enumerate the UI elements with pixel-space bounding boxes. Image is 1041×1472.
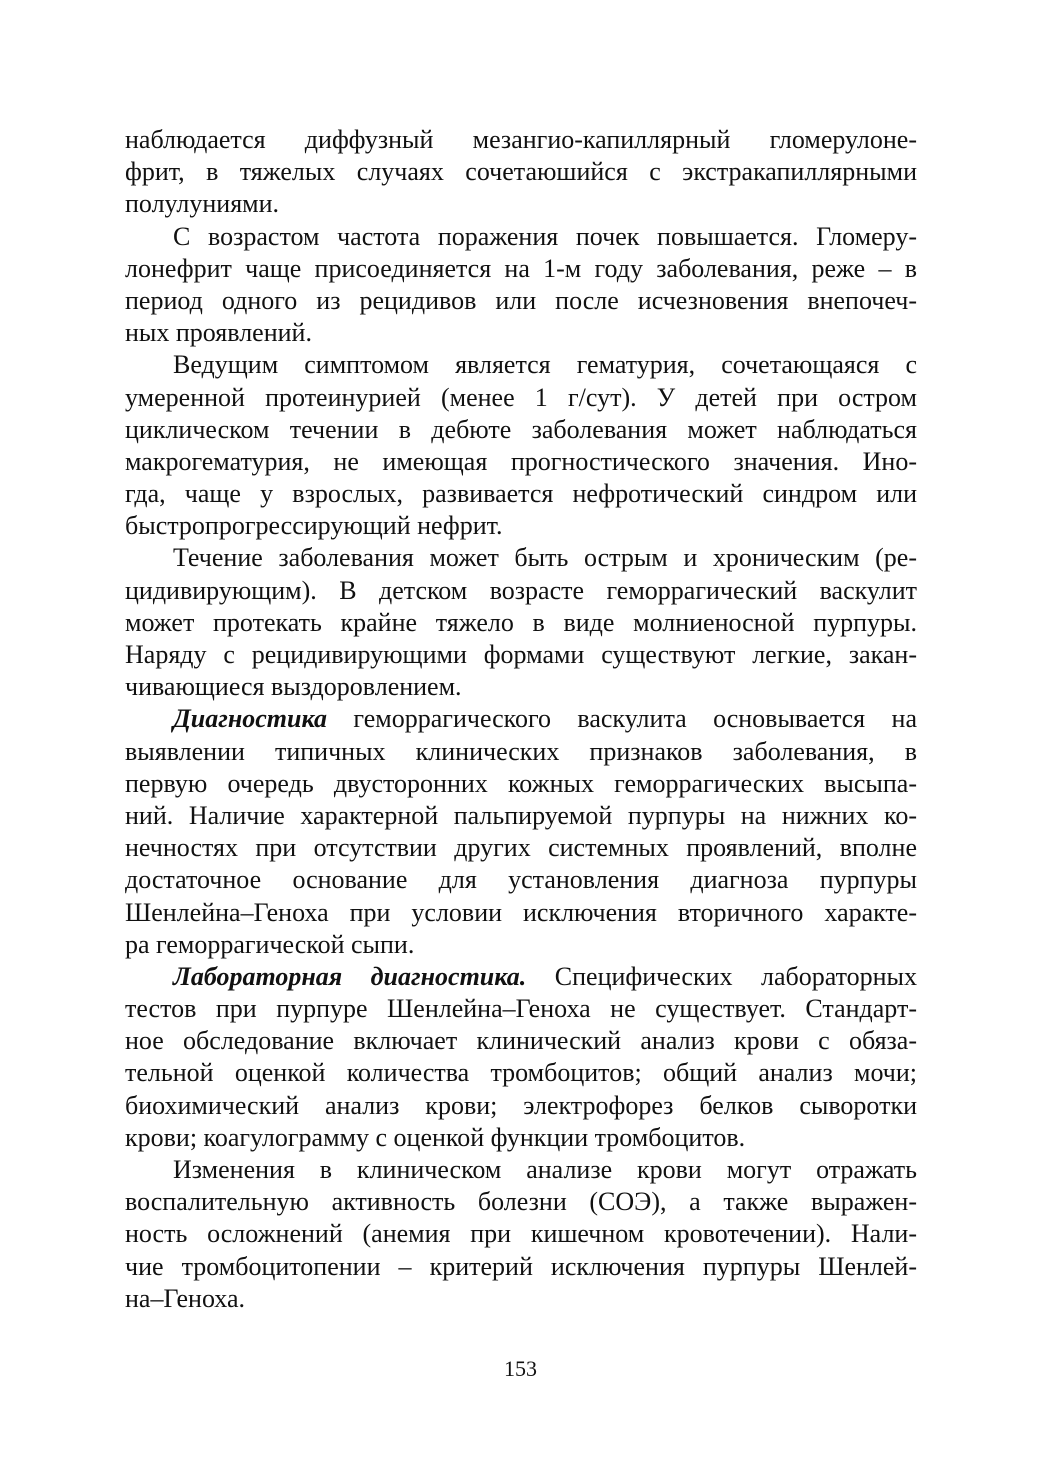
text-line: тестов при пурпуре Шенлейна–Геноха не существует. Стандарт-: [125, 994, 917, 1024]
paragraph-2: [125, 221, 917, 350]
paragraph-3: [125, 349, 917, 542]
text-line: период одного из рецидивов или после исчезновения внепочеч-: [125, 285, 917, 315]
text-line: Течение заболевания может быть острым и хроническим (ре-: [173, 543, 917, 573]
text-line: фрит, в тяжелых случаях сочетаюшийся с экстракапиллярными: [125, 157, 917, 187]
text-line: крови; коагулограмму с оценкой функции тромбоцитов.: [125, 1122, 746, 1152]
page-body: [125, 124, 917, 1315]
text-line: Ведущим симптомом является гематурия, сочетающаяся с: [173, 350, 917, 380]
paragraph-7: [125, 1154, 917, 1315]
section-heading-diagnostics: Диагностика: [173, 704, 328, 734]
text-line: ний. Наличие характерной пальпируемой пурпуры на нижних ко-: [125, 800, 917, 830]
text-line: быстропрогрессирующий нефрит.: [125, 511, 503, 541]
paragraph-diagnostics: [125, 703, 917, 961]
text-line: ное обследование включает клинический анализ крови с обяза-: [125, 1026, 917, 1056]
text-line: ра геморрагической сыпи.: [125, 929, 415, 959]
text-line: ных проявлений.: [125, 318, 312, 348]
text-line: чивающиеся выздоровлением.: [125, 672, 462, 702]
text-line: тельной оценкой количества тромбоцитов; общий анализ мочи;: [125, 1058, 917, 1088]
text-line: биохимический анализ крови; электрофорез белков сыворотки: [125, 1090, 917, 1120]
text-line: воспалительную активность болезни (СОЭ), а также выражен-: [125, 1187, 917, 1217]
text-line: на–Геноха.: [125, 1283, 246, 1313]
text-line: циклическом течении в дебюте заболевания может наблюдаться: [125, 414, 917, 444]
paragraph-1: [125, 124, 917, 221]
text-line: лонефрит чаще присоединяется на 1-м году заболевания, реже – в: [125, 253, 917, 283]
text-line: нечностях при отсутствии других системных проявлений, вполне: [125, 833, 917, 863]
text-line: выявлении типичных клинических признаков заболевания, в: [125, 736, 917, 766]
text-line: умеренной протеинурией (менее 1 г/сут). У детей при остром: [125, 382, 917, 412]
text-line: может протекать крайне тяжело в виде молниеносной пурпуры.: [125, 607, 917, 637]
text-line: первую очередь двусторонних кожных геморрагических высыпа-: [125, 768, 917, 798]
text-line: Изменения в клиническом анализе крови могут отражать: [173, 1155, 917, 1184]
section-heading-lab-diagnostics: Лабораторная диагностика.: [173, 961, 527, 991]
text-line: полулуниями.: [125, 189, 280, 219]
text-fragment: геморрагического васкулита основывается на: [327, 704, 917, 734]
text-line: ность осложнений (анемия при кишечном кровотечении). Нали-: [125, 1219, 917, 1249]
paragraph-4: [125, 542, 917, 703]
text-line: [125, 703, 917, 735]
text-line: гда, чаще у взрослых, развивается нефротический синдром или: [125, 479, 917, 509]
text-line: достаточное основание для установления диагноза пурпуры: [125, 865, 917, 895]
text-line: макрогематурия, не имеющая прогностического значения. Ино-: [125, 446, 917, 476]
page-number: 153: [504, 1356, 537, 1381]
text-fragment: Специфических лабораторных: [526, 961, 917, 991]
paragraph-lab-diagnostics: [125, 961, 917, 1154]
text-line: Шенлейна–Геноха при условии исключения вторичного характе-: [125, 897, 917, 927]
text-line: [125, 961, 917, 993]
text-line: чие тромбоцитопении – критерий исключения пурпуры Шенлей-: [125, 1251, 917, 1281]
text-line: С возрастом частота поражения почек повышается. Гломеру-: [173, 221, 917, 251]
text-line: Наряду с рецидивирующими формами существуют легкие, закан-: [125, 640, 917, 669]
text-line: цидивирующим). В детском возрасте геморрагический васкулит: [125, 575, 917, 605]
text-line: наблюдается диффузный мезангио-капиллярный гломерулоне-: [125, 125, 917, 154]
